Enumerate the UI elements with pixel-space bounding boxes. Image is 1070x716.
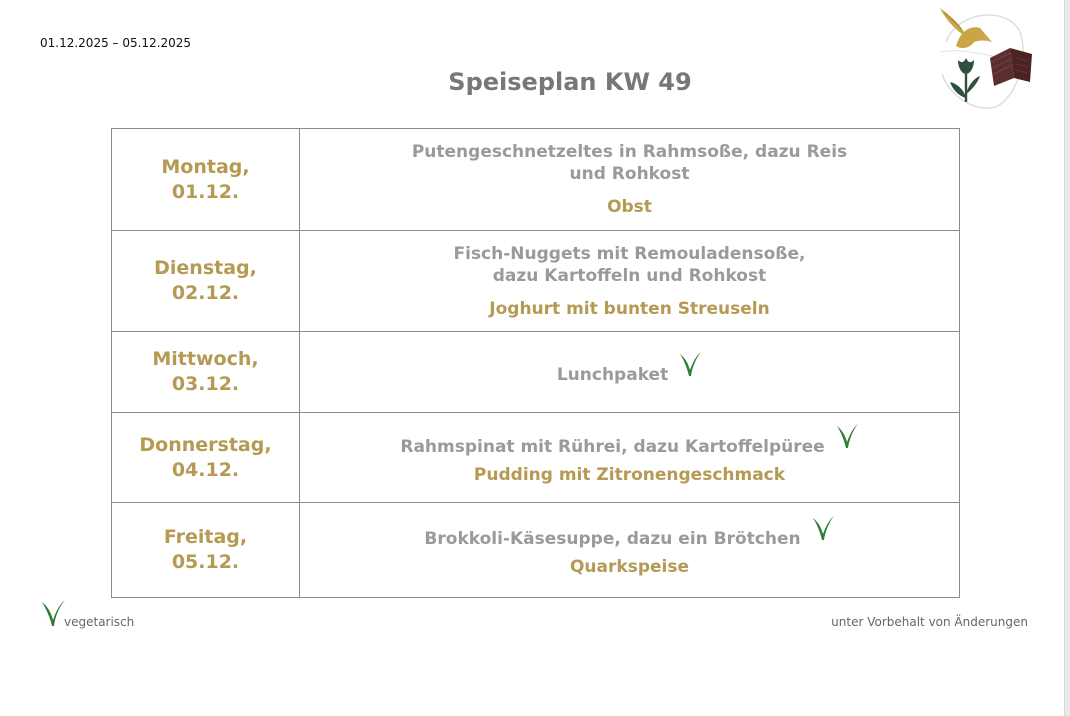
vegetarian-icon	[835, 422, 859, 450]
vegetarian-legend	[40, 598, 136, 628]
day-date: 05.12.	[171, 551, 240, 573]
dessert: Quarkspeise	[569, 557, 689, 577]
legend-label: vegetarisch	[64, 615, 135, 629]
meal-cell	[300, 332, 960, 413]
dessert: Obst	[607, 197, 652, 217]
date-range: 01.12.2025 – 05.12.2025	[40, 36, 192, 50]
day-date: 01.12.	[171, 180, 240, 203]
main-dish	[300, 243, 959, 287]
menu-row-freitag	[112, 503, 960, 598]
main-dish	[300, 141, 959, 185]
school-logo-icon	[928, 2, 1040, 114]
vegetarian-icon	[40, 598, 66, 628]
menu-row-dienstag	[112, 231, 960, 332]
day-name: Montag,	[161, 155, 250, 178]
disclaimer: unter Vorbehalt von Änderungen	[831, 615, 1028, 629]
day-cell	[112, 503, 300, 598]
dessert: Pudding mit Zitronengeschmack	[473, 464, 786, 485]
day-name: Freitag,	[163, 526, 248, 548]
vegetarian-icon	[678, 350, 702, 378]
main-dish-line-2: und Rohkost	[569, 164, 690, 184]
menu-row-montag	[112, 129, 960, 231]
dessert: Joghurt mit bunten Streuseln	[489, 298, 770, 319]
main-dish-line-1: Lunchpaket	[556, 365, 669, 385]
vegetarian-icon	[811, 514, 835, 542]
menu-table	[111, 128, 960, 598]
day-cell	[112, 129, 300, 231]
day-cell	[112, 231, 300, 332]
day-name: Mittwoch,	[152, 348, 259, 370]
day-date: 04.12.	[171, 458, 240, 481]
meal-cell	[300, 413, 960, 503]
day-name: Dienstag,	[154, 257, 257, 279]
main-dish-line-1: Fisch-Nuggets mit Remouladensoße,	[453, 243, 806, 264]
day-date: 03.12.	[171, 373, 240, 395]
page-title: Speiseplan KW 49	[448, 68, 692, 96]
main-dish-line-1: Rahmspinat mit Rührei, dazu Kartoffelpüree	[400, 436, 825, 457]
day-name: Donnerstag,	[139, 433, 272, 456]
menu-row-mittwoch	[112, 332, 960, 413]
day-cell	[112, 413, 300, 503]
main-dish-line-2: dazu Kartoffeln und Rohkost	[492, 265, 767, 286]
day-date: 02.12.	[171, 282, 240, 304]
main-dish	[300, 358, 959, 386]
main-dish-line-1: Putengeschnetzeltes in Rahmsoße, dazu Reis	[411, 142, 848, 162]
meal-cell	[300, 503, 960, 598]
day-cell	[112, 332, 300, 413]
main-dish-line-1: Brokkoli-Käsesuppe, dazu ein Brötchen	[424, 529, 801, 549]
menu-row-donnerstag	[112, 413, 960, 503]
main-dish	[300, 522, 959, 550]
meal-cell	[300, 129, 960, 231]
main-dish	[300, 430, 959, 458]
meal-cell	[300, 231, 960, 332]
